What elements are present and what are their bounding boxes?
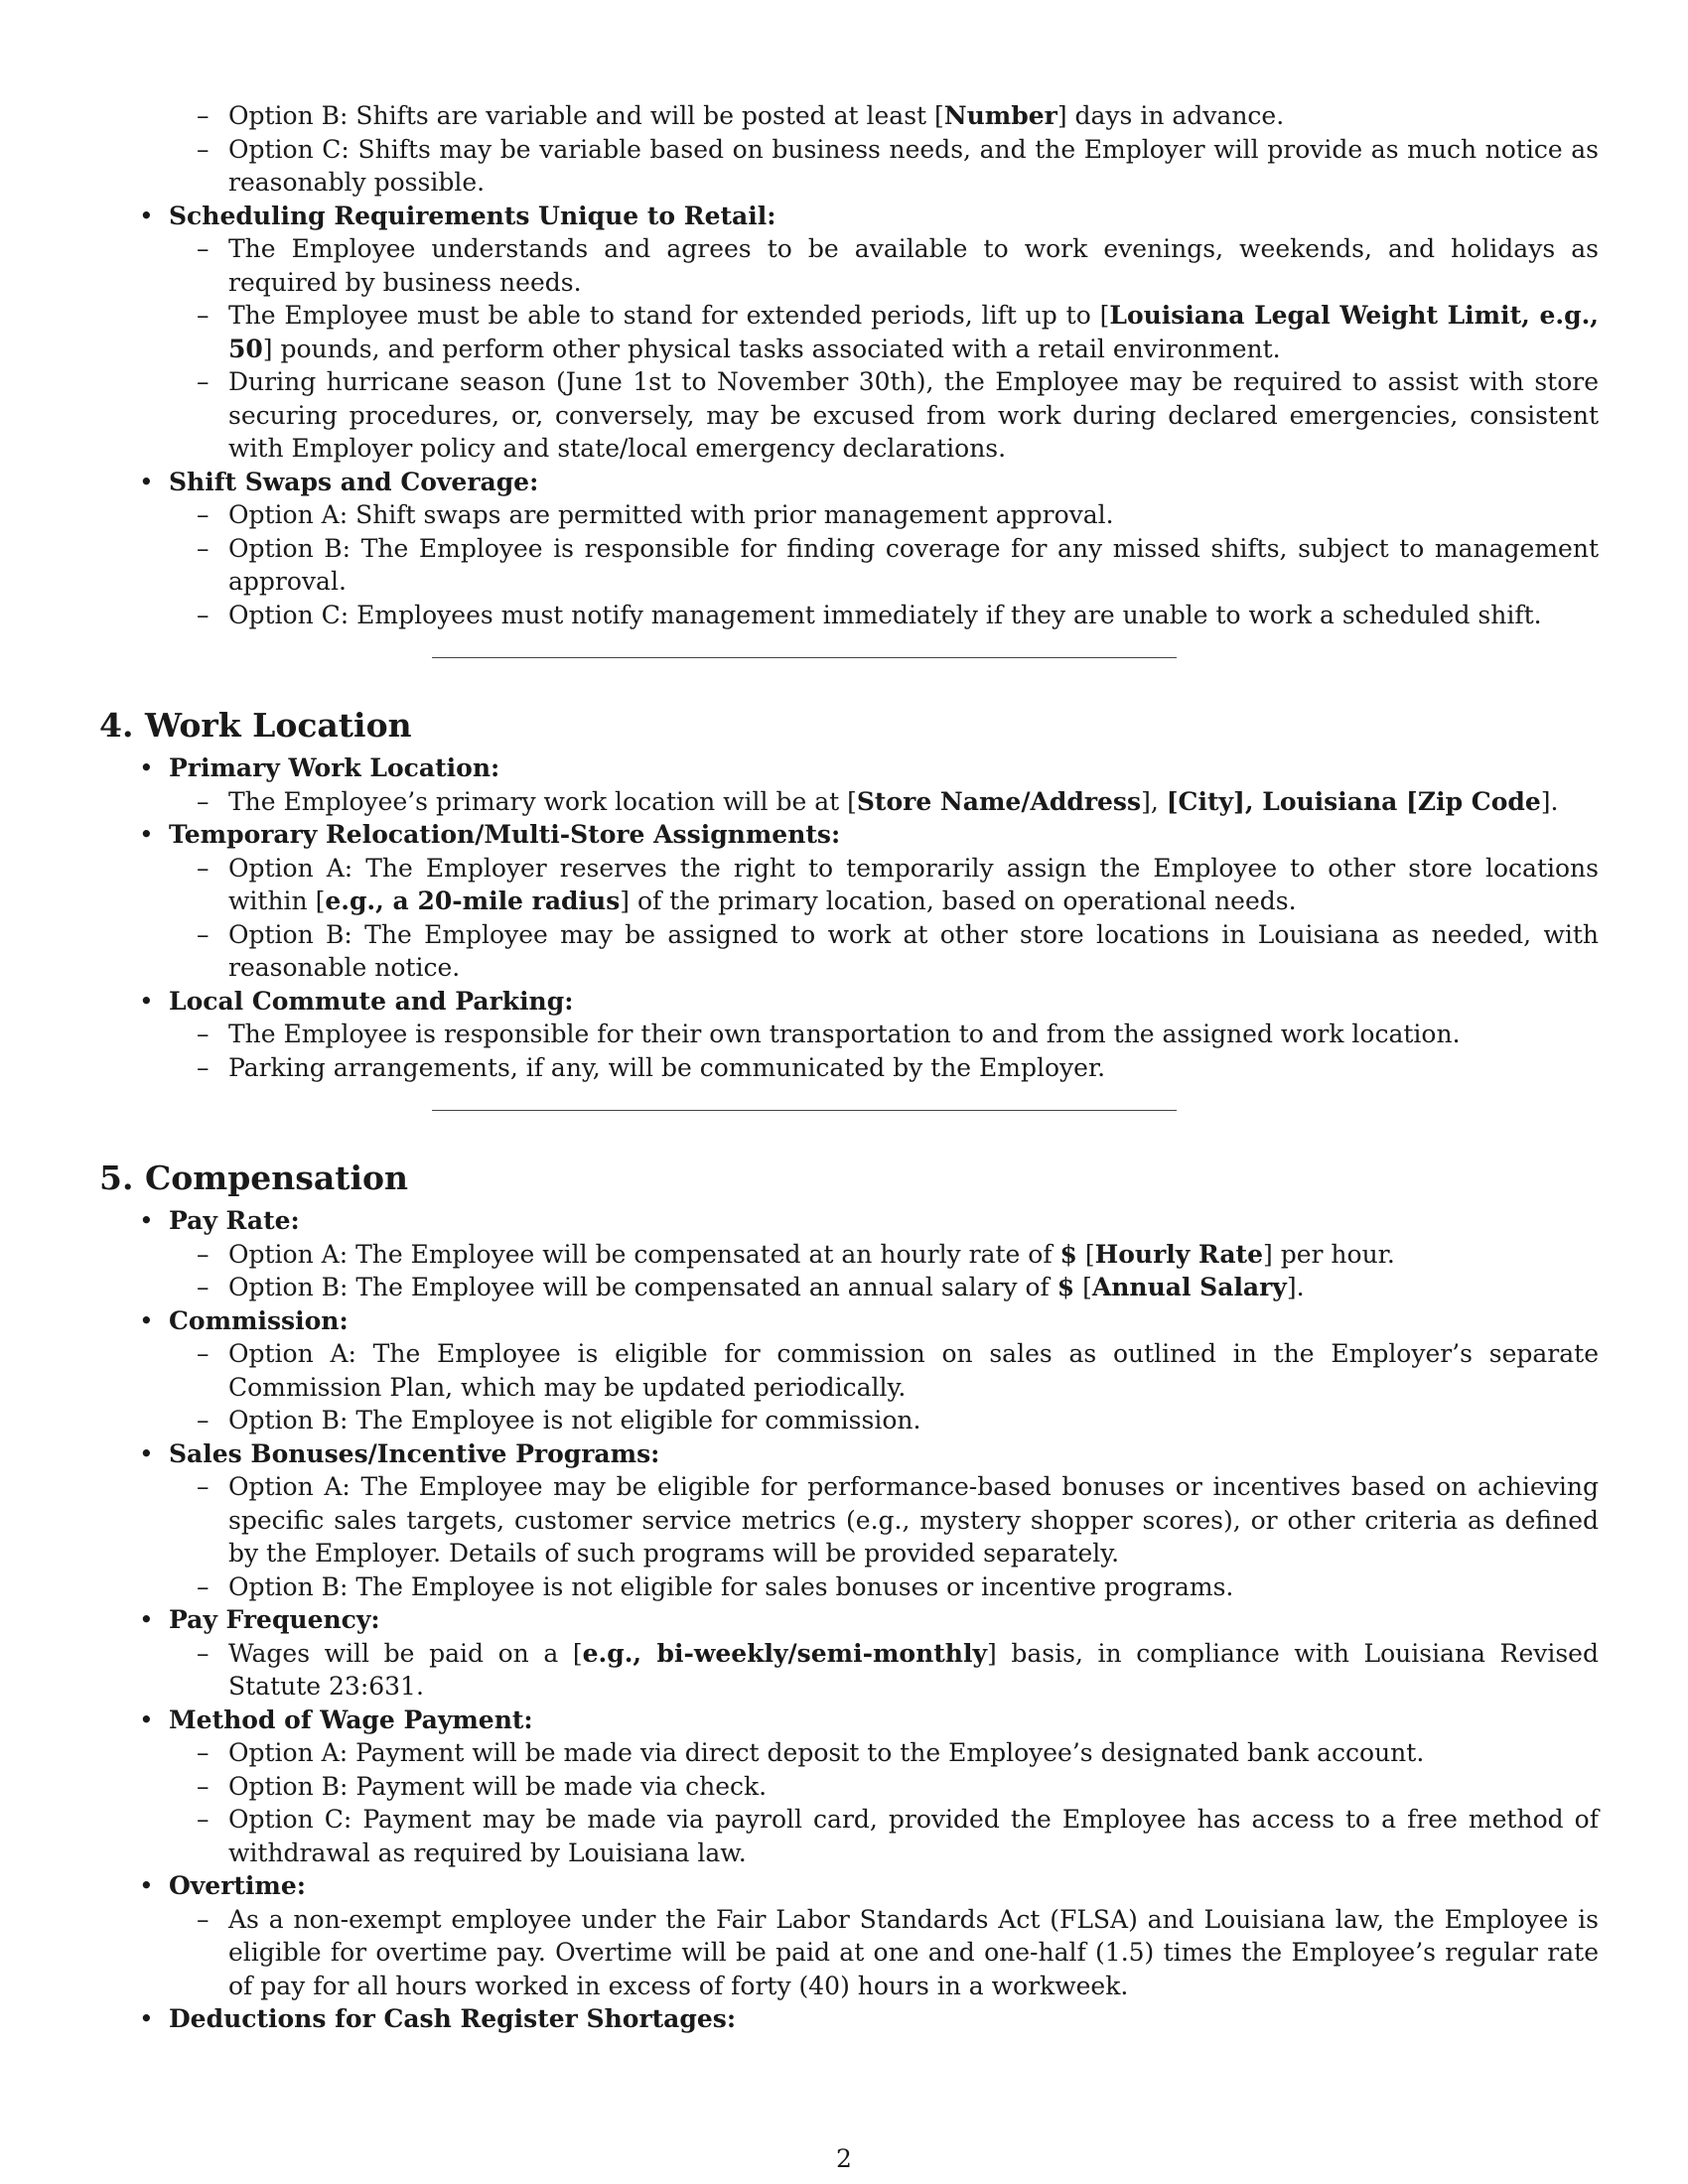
list-item: – Option A: The Employee may be eligible for performance-based bonuses or incentives based on achieving specific sales targets, customer service metrics (e.g., mystery shopper scores), or other criteria as defined by the Employer. Details of such programs will be provided separately. bbox=[228, 1470, 1599, 1570]
list-item: – Option B: Payment will be made via check. bbox=[228, 1770, 1599, 1804]
clause-options bbox=[169, 1337, 1599, 1437]
placeholder-field: Store Name/Address bbox=[856, 786, 1142, 816]
list-item: – Parking arrangements, if any, will be communicated by the Employer. bbox=[228, 1051, 1599, 1085]
clause-group bbox=[169, 1869, 1599, 2002]
list-item: – Option B: The Employee will be compensated an annual salary of $ [Annual Salary]. bbox=[228, 1271, 1599, 1304]
placeholder-field: Number bbox=[943, 101, 1057, 130]
clause-group bbox=[169, 1204, 1599, 1304]
list-item: – Option A: Payment will be made via direct deposit to the Employee’s designated bank account. bbox=[228, 1736, 1599, 1770]
clause-group bbox=[169, 1304, 1599, 1437]
clause-label: Pay Rate: bbox=[169, 1206, 300, 1235]
clause-label: Overtime: bbox=[169, 1871, 307, 1900]
placeholder-field: Louisiana Legal Weight Limit, e.g., 50 bbox=[228, 301, 1599, 363]
placeholder-field: e.g., bi-weekly/semi-monthly bbox=[582, 1638, 988, 1668]
list-item: – As a non-exempt employee under the Fair Labor Standards Act (FLSA) and Louisiana law, the Employee is eligible for overtime pay. Overtime will be paid at one and one-half (1.5) times the Employee’s regular rate of pay for all hours worked in excess of forty (40) hours in a workweek. bbox=[228, 1903, 1599, 2003]
list-item: – Option A: The Employer reserves the right to temporarily assign the Employee to other store locations within [e.g., a 20-mile radius] of the primary location, based on operational needs. bbox=[228, 852, 1599, 918]
clause-options bbox=[169, 785, 1599, 819]
section-title: Compensation bbox=[145, 1159, 408, 1197]
list-item: – Option A: The Employee is eligible for commission on sales as outlined in the Employer’s separate Commission Plan, which may be updated periodically. bbox=[228, 1337, 1599, 1404]
list-item: – The Employee understands and agrees to be available to work evenings, weekends, and holidays as required by business needs. bbox=[228, 232, 1599, 299]
section-divider bbox=[432, 1110, 1177, 1111]
placeholder-field: $ bbox=[1059, 1239, 1077, 1269]
clause-options bbox=[169, 1637, 1599, 1704]
clause-label: Sales Bonuses/Incentive Programs: bbox=[169, 1438, 660, 1468]
placeholder-field: [City], Louisiana [ bbox=[1166, 786, 1418, 816]
clause-group bbox=[169, 751, 1599, 818]
section-title: Work Location bbox=[145, 706, 412, 745]
list-item: – During hurricane season (June 1st to November 30th), the Employee may be required to assist with store securing procedures, or, conversely, may be excused from work during declared emergencies, consistent with Employer policy and state/local emergency declarations. bbox=[228, 365, 1599, 466]
retail-requirements-item bbox=[169, 200, 1599, 466]
clause-group bbox=[169, 985, 1599, 1085]
list-item: – Option B: Shifts are variable and will be posted at least [Number] days in advance. bbox=[228, 99, 1599, 133]
clause-group bbox=[169, 1704, 1599, 1870]
placeholder-field: Hourly Rate bbox=[1094, 1239, 1264, 1269]
section-divider bbox=[432, 657, 1177, 658]
list-item: – Wages will be paid on a [e.g., bi-weekly/semi-monthly] basis, in compliance with Louisiana Revised Statute 23:631. bbox=[228, 1637, 1599, 1704]
shift-swaps-list bbox=[169, 498, 1599, 631]
compensation-list bbox=[99, 1204, 1599, 2036]
work-location-list bbox=[99, 751, 1599, 1084]
clause-options bbox=[169, 852, 1599, 985]
clause-label: Pay Frequency: bbox=[169, 1605, 380, 1634]
list-item: – Option A: The Employee will be compensated at an hourly rate of $ [Hourly Rate] per hour. bbox=[228, 1238, 1599, 1272]
section-4-heading bbox=[99, 706, 1599, 746]
list-item: – Option B: The Employee is not eligible for sales bonuses or incentive programs. bbox=[228, 1570, 1599, 1604]
list-item: – Option A: Shift swaps are permitted with prior management approval. bbox=[228, 498, 1599, 532]
clause-options bbox=[169, 1470, 1599, 1603]
clause-label: Method of Wage Payment: bbox=[169, 1705, 533, 1734]
page-number: 2 bbox=[836, 2144, 852, 2173]
scheduling-groups bbox=[99, 200, 1599, 632]
list-item: – The Employee is responsible for their own transportation to and from the assigned work location. bbox=[228, 1018, 1599, 1051]
clause-group bbox=[169, 1603, 1599, 1704]
clause-group bbox=[169, 2002, 1599, 2036]
clause-label: Local Commute and Parking: bbox=[169, 986, 574, 1016]
clause-label: Primary Work Location: bbox=[169, 753, 500, 782]
placeholder-field: $ bbox=[1056, 1273, 1075, 1301]
shift-schedule-options bbox=[169, 99, 1599, 200]
placeholder-field: Zip Code bbox=[1417, 786, 1541, 816]
page-content bbox=[99, 99, 1599, 2036]
clause-options bbox=[169, 1238, 1599, 1304]
section-5-heading bbox=[99, 1159, 1599, 1198]
clause-options bbox=[169, 1736, 1599, 1869]
list-item: – Option B: The Employee is responsible for finding coverage for any missed shifts, subject to management approval. bbox=[228, 532, 1599, 599]
clause-group bbox=[169, 1437, 1599, 1604]
retail-requirements-list bbox=[169, 232, 1599, 466]
clause-label: Deductions for Cash Register Shortages: bbox=[169, 2004, 737, 2033]
placeholder-field: e.g., a 20-mile radius bbox=[325, 887, 621, 915]
list-item: – Option B: The Employee may be assigned to work at other store locations in Louisiana as needed, with reasonable notice. bbox=[228, 918, 1599, 985]
list-item: – Option C: Payment may be made via payroll card, provided the Employee has access to a free method of withdrawal as required by Louisiana law. bbox=[228, 1803, 1599, 1869]
shift-swaps-label: Shift Swaps and Coverage: bbox=[169, 467, 539, 496]
section-number: 4. bbox=[99, 706, 134, 745]
list-item: – Option C: Employees must notify management immediately if they are unable to work a scheduled shift. bbox=[228, 599, 1599, 632]
clause-label: Temporary Relocation/Multi-Store Assignments: bbox=[169, 820, 841, 849]
list-item: – Option C: Shifts may be variable based on business needs, and the Employer will provide as much notice as reasonably possible. bbox=[228, 133, 1599, 200]
clause-group bbox=[169, 818, 1599, 985]
scheduling-continued bbox=[99, 99, 1599, 200]
placeholder-field: Annual Salary bbox=[1091, 1273, 1287, 1301]
clause-label: Commission: bbox=[169, 1305, 349, 1335]
list-item: – The Employee must be able to stand for extended periods, lift up to [Louisiana Legal Weight Limit, e.g., 50] pounds, and perform other physical tasks associated with a retail environment. bbox=[228, 299, 1599, 365]
section-number: 5. bbox=[99, 1159, 134, 1197]
clause-options bbox=[169, 1903, 1599, 2003]
clause-options bbox=[169, 1018, 1599, 1084]
retail-requirements-label: Scheduling Requirements Unique to Retail: bbox=[169, 201, 776, 230]
list-item: – The Employee’s primary work location will be at [Store Name/Address], [City], Louisiana [Zip Code]. bbox=[228, 785, 1599, 819]
shift-swaps-item bbox=[169, 466, 1599, 632]
list-item: – Option B: The Employee is not eligible for commission. bbox=[228, 1404, 1599, 1437]
